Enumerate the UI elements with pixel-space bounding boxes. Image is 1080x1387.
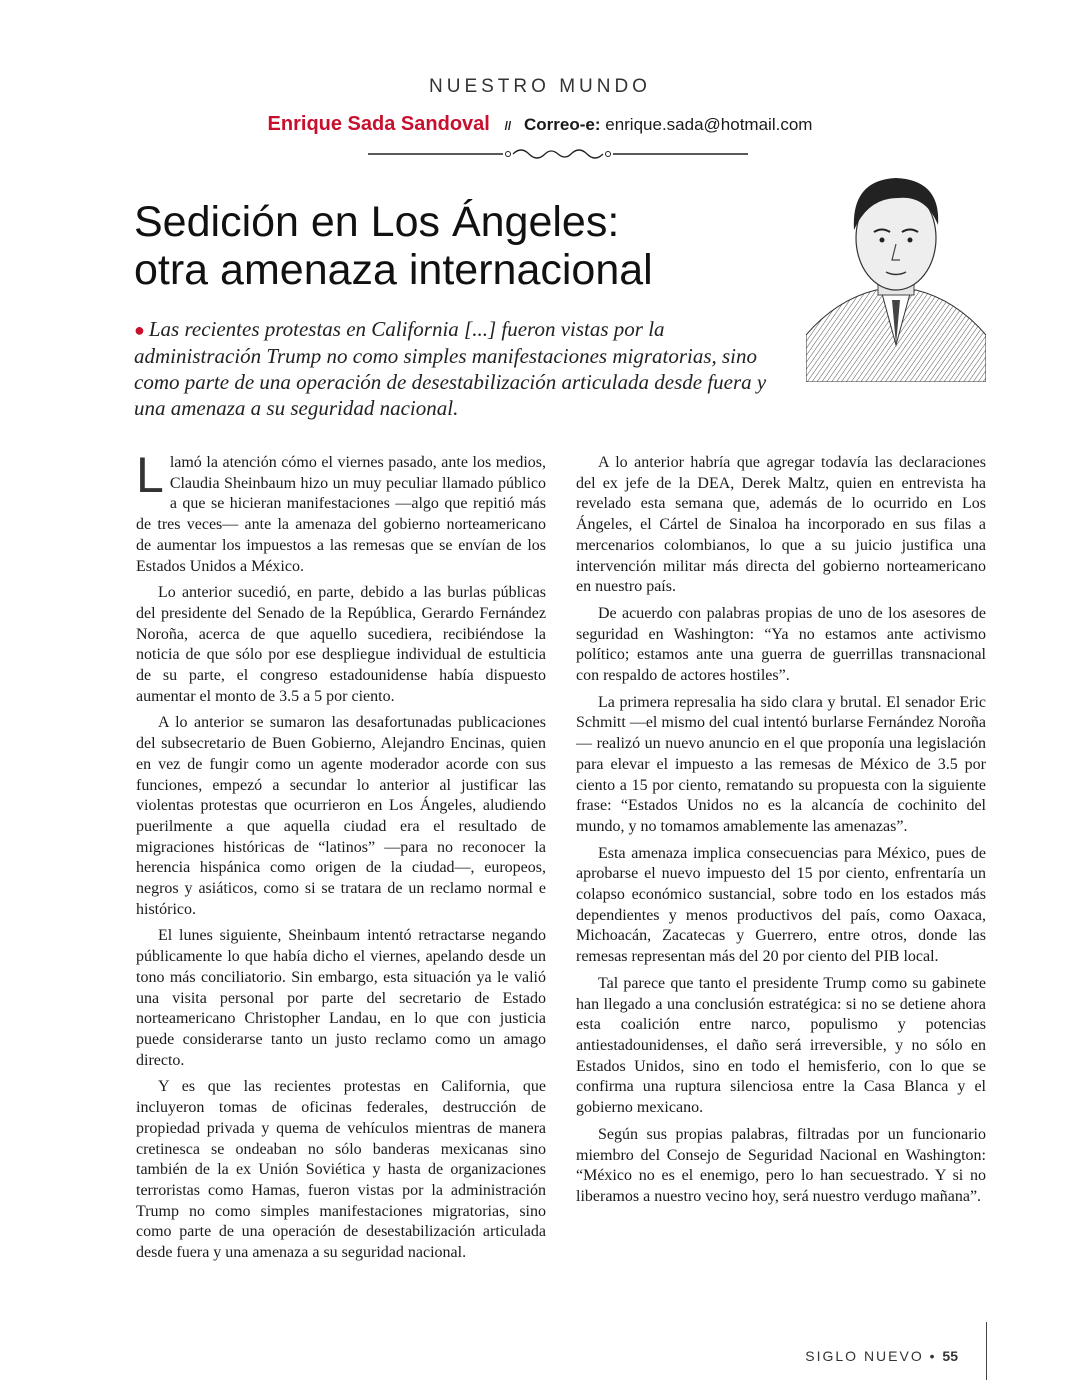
- section-label: NUESTRO MUNDO: [429, 76, 651, 97]
- paragraph: Tal parece que tanto el presidente Trump como su gabinete han llegado a una conclusión estratégica: si no se detiene ahora esta coalición entre narco, populismo y potencias antiestadounidenses, el daño será irreversible, y no sólo en Estados Unidos, sino en todo el hemisferio, con lo que se confirma una ruptura silenciosa entre la Casa Blanca y el gobierno mexicano.: [576, 974, 986, 1117]
- byline: [0, 113, 1080, 136]
- paragraph-text: lamó la atención cómo el viernes pasado, ante los medios, Claudia Sheinbaum hizo un muy peculiar llamado público a que se hicieran manifestaciones —algo que repitió más de tres veces— ante la amenaza del gobierno norteamericano de aumentar los impuestos a las remesas que se envían de los Estados Unidos a México.: [136, 454, 546, 575]
- left-column: [136, 447, 546, 1270]
- paragraph: De acuerdo con palabras propias de uno de los asesores de seguridad en Washington: “Ya no estamos ante activismo político; estamos ante una guerra de guerrillas transnacional con respaldo de actores hostiles”.: [576, 604, 986, 685]
- page-footer: [805, 1348, 958, 1364]
- deck-bullet-icon: ●: [134, 320, 145, 340]
- page-number: 55: [942, 1348, 958, 1364]
- paragraph: A lo anterior se sumaron las desafortunadas publicaciones del subsecretario de Buen Gobierno, Alejandro Encinas, quien en vez de fungir como un agente moderador acorde con sus funciones, empezó a secundar lo anterior al justificar las violentas protestas que ocurrieron en Los Ángeles, aludiendo puerilmente a que aquella ciudad era el resultado de migraciones históricas de “latinos” —para no reconocer la herencia hispánica como origen de la ciudad—, europeos, negros y asiáticos, como si se tratara de un reclamo normal e histórico.: [136, 714, 546, 918]
- paragraph: Y es que las recientes protestas en California, que incluyeron tomas de oficinas federales, destrucción de propiedad privada y quema de vehículos mientras de manera cretinesca se ondeaban no sólo banderas mexicanas sino también de la ex Unión Soviética y hasta de organizaciones terroristas como Hamas, fueron vistas por la administración Trump no como simples manifestaciones migratorias, sino como parte de una operación de desestabilización articulada desde fuera y una amenaza a su seguridad nacional.: [136, 1078, 546, 1262]
- author-name: Enrique Sada Sandoval: [267, 113, 490, 135]
- deck-text: Las recientes protestas en California [...] fueron vistas por la administración Trump no como simples manifestaciones migratorias, sino como parte de una operación de desestabilización articulada desde fuera y una amenaza a su seguridad nacional.: [134, 317, 767, 420]
- paragraph: Lo anterior sucedió, en parte, debido a las burlas públicas del presidente del Senado de la República, Gerardo Fernández Noroña, acerca de que aquello sucediera, recibiéndose la noticia de que sólo por ese despliegue individual de estulticia de su parte, el congreso estadounidense había dispuesto aumentar el monto de 3.5 a 5 por ciento.: [136, 584, 546, 705]
- paragraph: [136, 447, 546, 577]
- right-column: [576, 453, 986, 1214]
- article-title: [134, 198, 794, 294]
- ornament-divider: [368, 144, 748, 164]
- author-email[interactable]: enrique.sada@hotmail.com: [605, 115, 813, 134]
- article-deck: [134, 316, 774, 421]
- paragraph: La primera represalia ha sido clara y brutal. El senador Eric Schmitt —el mismo del cual intentó burlarse Fernández Noroña— realizó un nuevo anuncio en el que proponía una legislación para elevar el impuesto a las remesas de México de 3.5 por ciento a 15 por ciento, rematando su propuesta con la siguiente frase: “Estados Unidos no es la alcancía de cochinito del mundo, y no tomamos amablemente las amenazas”.: [576, 693, 986, 835]
- author-portrait: [806, 160, 986, 382]
- paragraph: Esta amenaza implica consecuencias para México, pues de aprobarse el nuevo impuesto del 15 por ciento, enfrentaría un colapso económico sustancial, sobre todo en los estados más dependientes y menos productivos del país, como Oaxaca, Michoacán, Zacatecas y Guerrero, entre otros, donde las remesas representan más del 20 por ciento del PIB local.: [576, 844, 986, 966]
- email-label: Correo-e:: [523, 115, 601, 134]
- footer-dot: •: [929, 1348, 937, 1364]
- footer-rule: [986, 1322, 987, 1380]
- paragraph: El lunes siguiente, Sheinbaum intentó retractarse negando públicamente lo que había dicho el viernes, apelando desde un tono más conciliatorio. Sin embargo, esta situación ya le valió una visita personal por parte del secretario de Estado norteamericano Christopher Landau, en lo que con justicia puede considerarse tanto un justo reclamo como un amago directo.: [136, 927, 546, 1069]
- title-line-1: Sedición en Los Ángeles:: [134, 198, 620, 246]
- title-line-2: otra amenaza internacional: [134, 246, 653, 294]
- byline-separator: //: [504, 119, 512, 133]
- magazine-name: SIGLO NUEVO: [805, 1348, 924, 1364]
- drop-cap: L: [136, 447, 164, 503]
- paragraph: A lo anterior habría que agregar todavía las declaraciones del ex jefe de la DEA, Derek Maltz, quien en entrevista ha revelado esta semana que, además de lo ocurrido en Los Ángeles, el Cártel de Sinaloa ha incorporado en sus filas a mercenarios colombianos, lo que a su juicio justifica una intervención militar más directa del gobierno norteamericano en nuestro país.: [576, 454, 986, 596]
- paragraph: Según sus propias palabras, filtradas por un funcionario miembro del Consejo de Seguridad Nacional en Washington: “México no es el enemigo, pero lo han secuestrado. Y si no liberamos a nuestro vecino hoy, será nuestro verdugo mañana”.: [576, 1125, 986, 1205]
